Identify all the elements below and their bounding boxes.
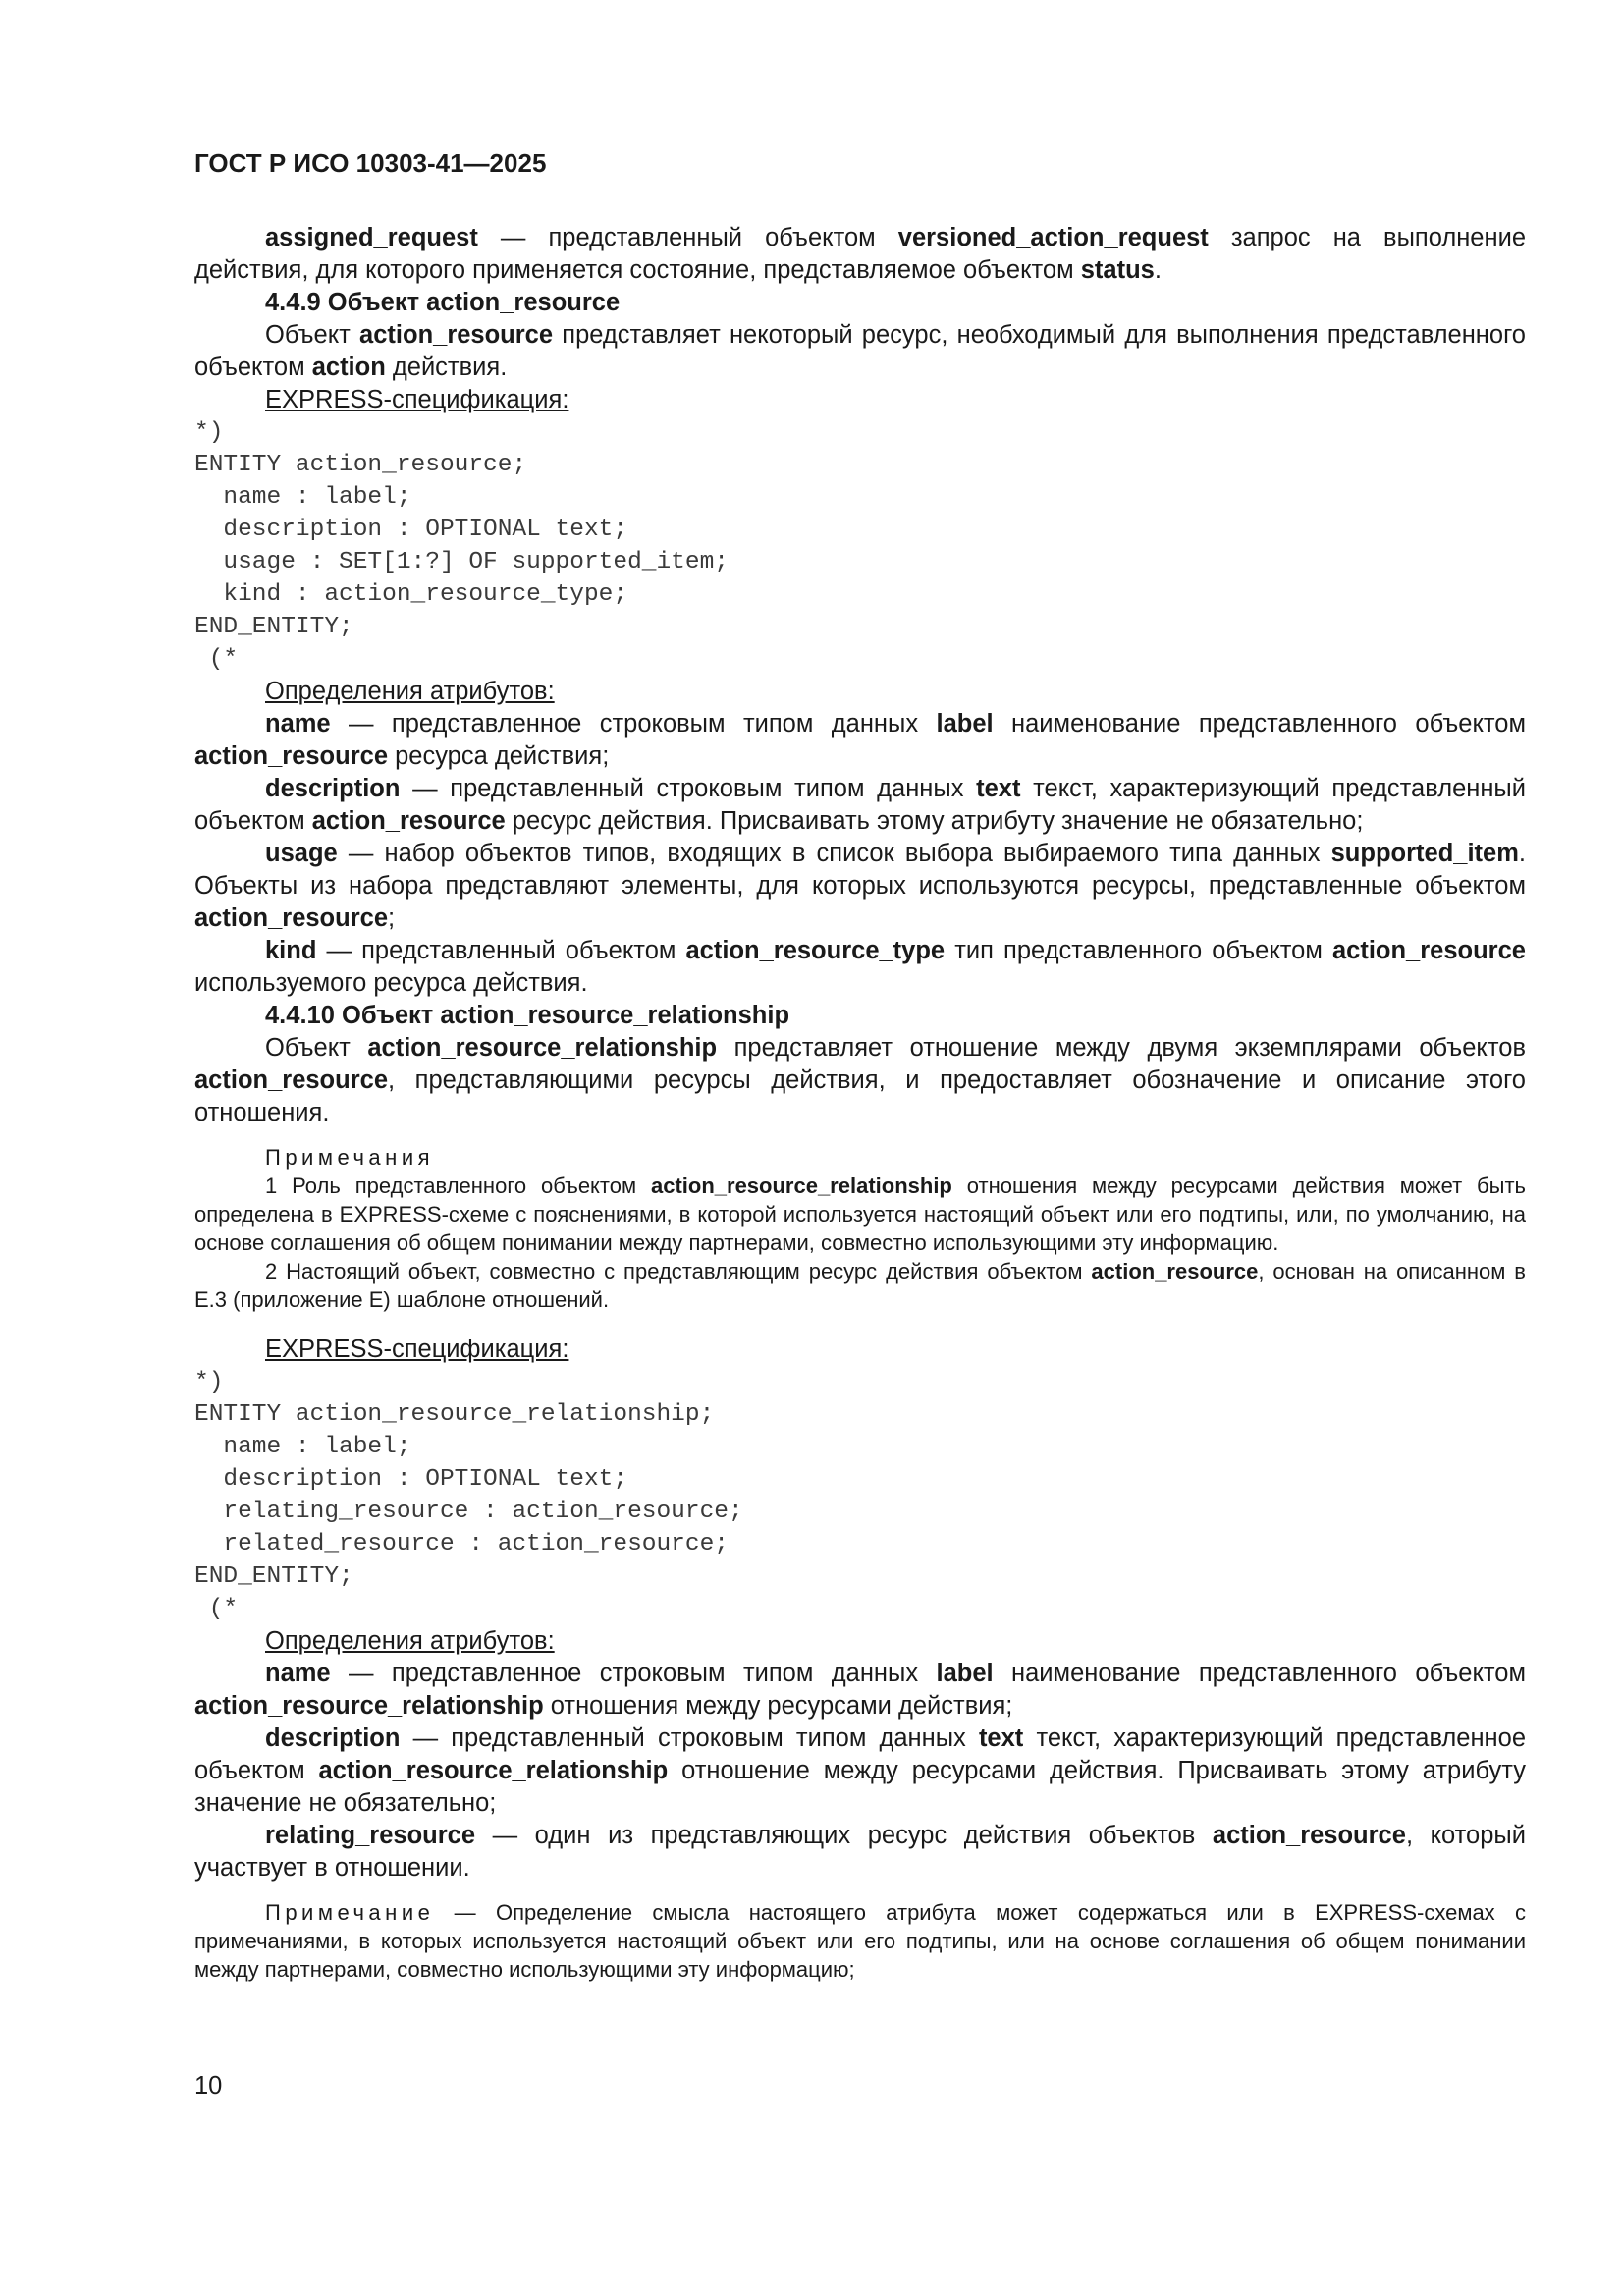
section-heading-4-4-9: 4.4.9 Объект action_resource [265,289,621,316]
note-1: 1 Роль представленного объектом action_resource_relationship отношения между ресурсами действия может быть определена в EXPRESS-схеме с пояснениями, в которой используется настоящий объект или его подтипы, или, по умолчанию, на основе соглашения об общем понимании между партнерами, совместно использующими эту информацию. [194,1174,1526,1255]
notes-title: Примечания [265,1145,435,1170]
relationship-name-definition: name — представленное строковым типом данных label наименование представленного объектом action_resource_relationship отношения между ресурсами действия; [194,1660,1526,1720]
attribute-definitions-label: Определения атрибутов: [265,678,555,705]
express-spec-label: EXPRESS-спецификация: [265,386,569,413]
attribute-name-definition: name — представленное строковым типом данных label наименование представленного объектом action_resource ресурса действия; [194,710,1526,770]
paragraph-assigned-request: assigned_request — представленный объектом versioned_action_request запрос на выполнение действия, для которого применяется состояние, представляемое объектом status. [194,224,1526,284]
section-heading-4-4-10: 4.4.10 Объект action_resource_relationship [265,1002,790,1029]
express-spec-label-2: EXPRESS-спецификация: [265,1336,569,1363]
relationship-description-definition: description — представленный строковым типом данных text текст, характеризующий представленное объектом action_resource_relationship отношение между ресурсами действия. Присваивать этому атрибуту значение не обязательно; [194,1724,1526,1817]
attribute-definitions-label-2: Определения атрибутов: [265,1627,555,1655]
document-body [194,222,1526,1984]
paragraph-relationship-intro: Объект action_resource_relationship представляет отношение между двумя экземплярами объектов action_resource, представляющими ресурсы действия, и предоставляет обозначение и описание этого отношения. [194,1034,1526,1126]
attribute-usage-definition: usage — набор объектов типов, входящих в список выбора выбираемого типа данных supported_item. Объекты из набора представляют элементы, для которых используются ресурсы, представленные объектом action_resource; [194,840,1526,932]
express-code-block-2: *) ENTITY action_resource_relationship; name : label; description : OPTIONAL text; relating_resource : action_resource; related_resource : action_resource; END_ENTITY; (* [194,1369,743,1622]
page-number: 10 [194,2072,223,2100]
attribute-description-definition: description — представленный строковым типом данных text текст, характеризующий представленный объектом action_resource ресурс действия. Присваивать этому атрибуту значение не обязательно; [194,775,1526,835]
paragraph-action-resource-intro: Объект action_resource представляет некоторый ресурс, необходимый для выполнения представленного объектом action действия. [194,321,1526,381]
note-relating-resource: Примечание — Определение смысла настоящего атрибута может содержаться или в EXPRESS-схемах с примечаниями, в которых используется настоящий объект или его подтипы, или на основе соглашения об общем понимании между партнерами, совместно использующими эту информацию; [194,1900,1526,1982]
document-header: ГОСТ Р ИСО 10303-41—2025 [194,148,547,178]
note-2: 2 Настоящий объект, совместно с представляющим ресурс действия объектом action_resource, основан на описанном в Е.3 (приложение Е) шаблоне отношений. [194,1259,1526,1312]
attribute-kind-definition: kind — представленный объектом action_resource_type тип представленного объектом action_resource используемого ресурса действия. [194,937,1526,997]
relating-resource-definition: relating_resource — один из представляющих ресурс действия объектов action_resource, который участвует в отношении. [194,1822,1526,1882]
express-code-block: *) ENTITY action_resource; name : label; description : OPTIONAL text; usage : SET[1:?] OF supported_item; kind : action_resource_type; END_ENTITY; (* [194,419,729,673]
